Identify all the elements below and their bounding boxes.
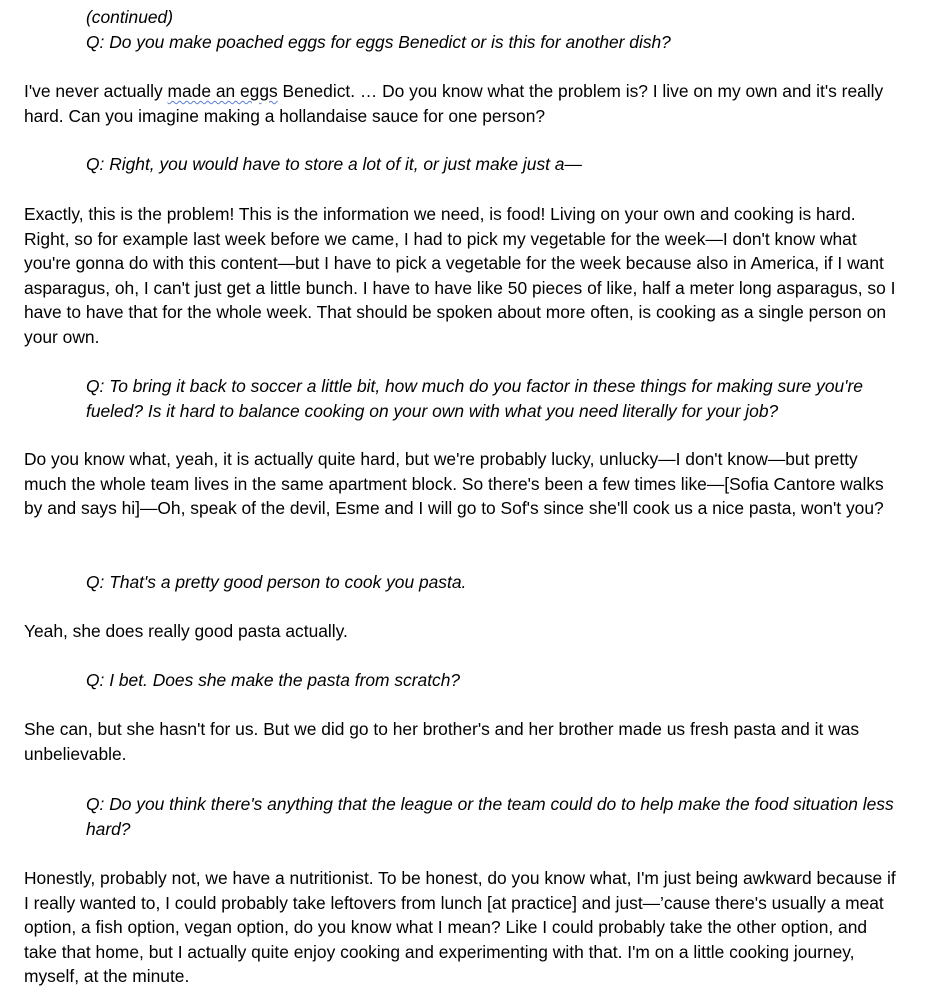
interview-question: Q: Right, you would have to store a lot of it, or just make just a—	[86, 154, 582, 174]
interview-question: Q: Do you make poached eggs for eggs Benedict or is this for another dish?	[86, 32, 671, 52]
interview-question: Q: That's a pretty good person to cook you pasta.	[86, 572, 467, 592]
interview-answer: Yeah, she does really good pasta actually.	[24, 621, 348, 641]
interview-answer: Exactly, this is the problem! This is the information we need, is food! Living on your own and cooking is hard. Right, so for example last week before we came, I had to pick my vegetable for the week—I don't know what you're gonna do with this content—but I have to pick a vegetable for the week because also in America, if I want asparagus, oh, I can't just get a little bunch. I have to have like 50 pieces of like, half a meter long asparagus, so I have to have that for the whole week. That should be spoken about more often, is cooking as a single person on your own.	[24, 204, 896, 347]
interview-answer: I've never actually made an eggs Benedict. … Do you know what the problem is? I live on my own and it's really hard. Can you imagine making a hollandaise sauce for one person?	[24, 81, 884, 126]
interview-answer: She can, but she hasn't for us. But we did go to her brother's and her brother made us fresh pasta and it was unbelievable.	[24, 719, 860, 764]
interview-answer: Do you know what, yeah, it is actually quite hard, but we're probably lucky, unlucky—I don't know—but pretty much the whole team lives in the same apartment block. So there's been a few times like—[Sofia Cantore walks by and says hi]—Oh, speak of the devil, Esme and I will go to Sof's since she'll cook us a nice pasta, won't you?	[24, 449, 884, 518]
interview-question: Q: Do you think there's anything that the league or the team could do to help make the food situation less hard?	[86, 794, 894, 839]
interview-question: Q: I bet. Does she make the pasta from scratch?	[86, 670, 461, 690]
continued-label: (continued)	[86, 7, 174, 27]
spellcheck-underlined-text[interactable]: made an eggs	[167, 81, 278, 101]
interview-answer: Honestly, probably not, we have a nutritionist. To be honest, do you know what, I'm just being awkward because if I really wanted to, I could probably take leftovers from lunch [at practice] and just—’cause there's usually a meat option, a fish option, vegan option, do you know what I mean? Like I could probably take the other option, and take that home, but I actually quite enjoy cooking and experimenting with that. I'm on a little cooking journey, myself, at the minute.	[24, 868, 896, 986]
interview-question: Q: To bring it back to soccer a little bit, how much do you factor in these things for making sure you're fueled? Is it hard to balance cooking on your own with what you need literally for your job?	[86, 376, 863, 421]
